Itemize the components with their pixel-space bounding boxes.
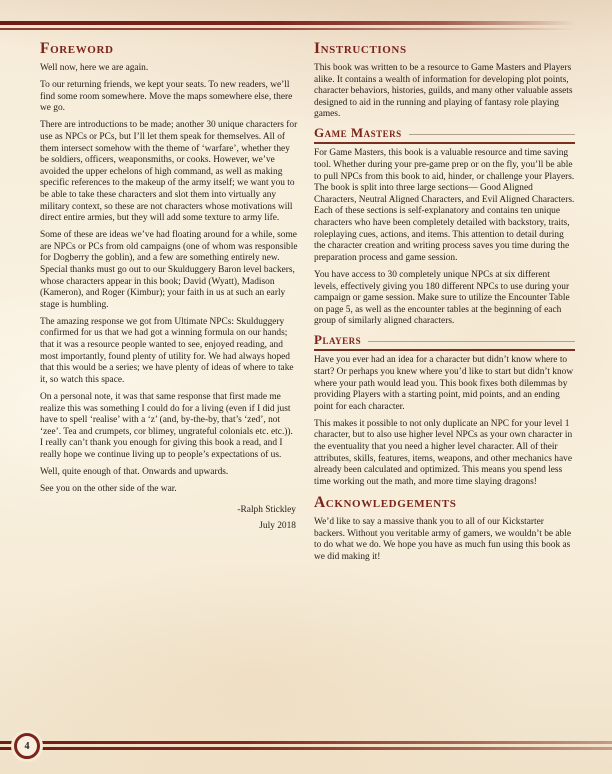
paragraph: Well now, here we are again. (40, 63, 149, 73)
bottom-rule-line-top (0, 741, 612, 744)
paragraph: This book was written to be a resource to Game Masters and Players alike. It contains a wealth of information for developing plot points, character behaviors, histories, guilds, and many other valuable assets designed to aid in the running and playing of fantasy role playing games. (314, 63, 573, 120)
heading-players (314, 333, 575, 351)
paragraph: The amazing response we got from Ultimate NPCs: Skulduggery confirmed for us that we had got a winning formula on our hands; that it was a resource people wanted to see, enjoyed reading, and most importantly, found plenty of utility for. We had always hoped that this would be a series; we have plenty of ideas of where to take it, so watch this space. (40, 316, 294, 385)
two-column-layout (40, 40, 575, 569)
bottom-rule-line-bottom (0, 747, 612, 750)
paragraph: You have access to 30 completely unique NPCs at six different levels, effectively giving you 180 different NPCs to use during your campaign or game session. Make sure to utilize the Encounter Table on page 5, as well as the encounter tables at the beginning of each group of similarly aligned characters. (314, 269, 570, 327)
paragraph: There are introductions to be made; another 30 unique characters for use as NPCs or PCs, but I’ll let them speak for themselves. All of them intersect somehow with the theme of ‘warfare’, whether they be soldiers, officers, weaponsmiths, or cooks. However, we’ve avoided the upper echelons of high command, as well as making specific references to the makeup of the army itself; we want you to be able to take these characters and slot them into virtually any military context, so these are not characters whose motivations will direct entire armies, but they will add some texture to army life. (40, 120, 298, 224)
paragraph: See you on the other side of the war. (40, 484, 177, 495)
paragraph: Well, quite enough of that. Onwards and upwards. (40, 467, 229, 477)
paragraph: To our returning friends, we kept your seats. To new readers, we’ll find some room somewhere. Move the maps somewhere else, there we go. (40, 80, 293, 114)
bottom-border-rule (0, 741, 612, 753)
signature-date: July 2018 (259, 521, 296, 532)
heading-instructions: Instructions (314, 40, 407, 57)
paragraph: Have you ever had an idea for a character but didn’t know where to start? Or perhaps you knew where you’d like to start but didn’t know where your path would lead you. This book fixes both dilemmas by providing Players with a starting point, mid points, and an ending point for each character. (314, 355, 574, 412)
signature-block (40, 505, 298, 533)
heading-game-masters-label: Game Masters (314, 125, 402, 141)
heading-game-masters (314, 126, 575, 144)
heading-acknowledgements: Acknowledgements (314, 493, 457, 511)
top-rule-thick-line (0, 21, 612, 25)
page-number-badge (14, 733, 40, 759)
heading-foreword: Foreword (40, 40, 114, 57)
top-rule-thin-line (0, 28, 612, 30)
paragraph: On a personal note, it was that same response that first made me realize this was something I could do for a living (even if I did just have to spell ‘realise’ with a ‘z’ (and, by-the-by, that’s ‘zed’, not ‘zee’. Tea and crumpets, cor blimey, ungrateful colonials etc. etc.)). I really can’t thank you enough for giving this book a read, and I really hope we continue living up to people’s expectations of us. (40, 391, 293, 460)
heading-tail-rule (368, 341, 575, 342)
page-number: 4 (24, 740, 30, 752)
paragraph: For Game Masters, this book is a valuable resource and time saving tool. Whether during your pre-game prep or on the fly, you’ll be able to pull NPCs from this book to aid, hinder, or challenge your Players. The book is split into three large sections— Good Aligned Characters, Neutral Aligned Characters, and Evil Aligned Characters. Each of these sections is self-explanatory and contains ten unique characters who have been completely detailed with backstory, traits, roleplaying cues, actions, and items. This attention to detail during the character creation and writing process saves you time during the preparation process and game session. (314, 148, 575, 263)
paragraph: We’d like to say a massive thank you to all of our Kickstarter backers. Without you veritable army of gamers, we wouldn’t be able to do what we do. We hope you have as much fun using this book as we did making it! (314, 516, 572, 562)
paragraph: Some of these are ideas we’ve had floating around for a while, some are NPCs or PCs from old campaigns (one of whom was responsible for Dogberry the goblin), and a few are something entirely new. Special thanks must go out to our Skulduggery Baron level backers, whose characters appear in this book; David (Wyatt), Madison (Kameron), and Roger (Kimbur); your faith in us at such an early stage is humbling. (40, 230, 298, 310)
heading-tail-rule (409, 134, 575, 135)
paragraph: This makes it possible to not only duplicate an NPC for your level 1 character, but to also use higher level NPCs as your own character in the eventuality that you need a higher level character. All of their attributes, skills, features, items, weapons, and other mechanics have already been calculated and optimized. This means you spend less time working out the math, and more time slaying dragons! (314, 418, 573, 487)
top-border-rule (0, 21, 612, 30)
signature: -Ralph Stickley (237, 504, 296, 515)
right-column (314, 40, 575, 569)
left-column (40, 40, 298, 569)
heading-players-label: Players (314, 332, 362, 348)
